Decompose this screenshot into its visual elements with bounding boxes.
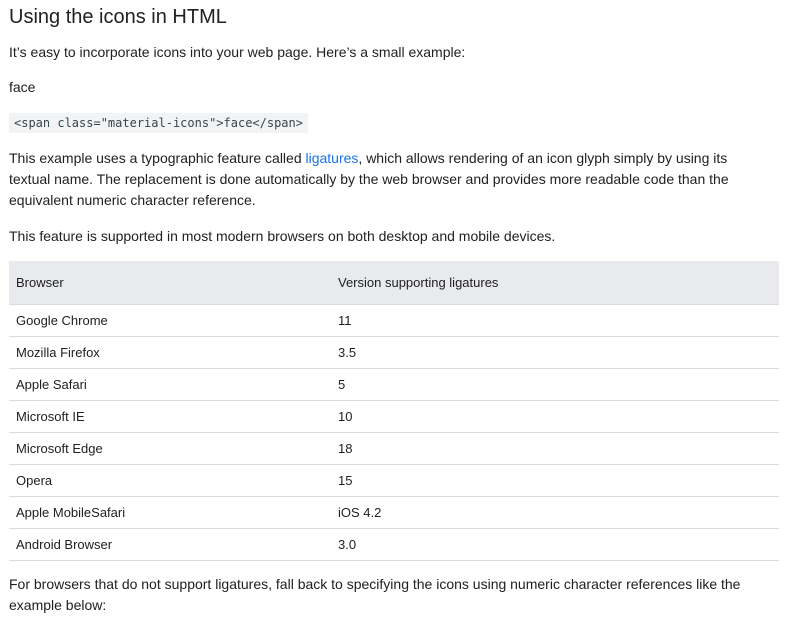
table-row xyxy=(9,401,779,433)
example-output-text: face xyxy=(9,79,36,95)
table-row xyxy=(9,529,779,561)
version-cell: 15 xyxy=(331,465,779,497)
version-cell: 5 xyxy=(331,369,779,401)
table-header-row xyxy=(9,261,779,305)
table-header-version: Version supporting ligatures xyxy=(331,261,779,305)
browser-cell: Apple MobileSafari xyxy=(9,497,331,529)
version-cell: 3.5 xyxy=(331,337,779,369)
ligatures-text-after: , which allows rendering of an icon glyph simply by using its textual name. The replacement is done automatically by the web browser and provides more readable code than the equivalent numeric character reference. xyxy=(9,150,729,208)
browser-support-table xyxy=(9,261,779,561)
table-row xyxy=(9,305,779,337)
table-row xyxy=(9,337,779,369)
fallback-paragraph: For browsers that do not support ligatures, fall back to specifying the icons using numeric character references like the example below: xyxy=(9,576,741,613)
version-cell: 11 xyxy=(331,305,779,337)
page-title: Using the icons in HTML xyxy=(9,6,227,28)
version-cell: 10 xyxy=(331,401,779,433)
ligatures-text-before: This example uses a typographic feature called xyxy=(9,150,306,166)
browser-cell: Apple Safari xyxy=(9,369,331,401)
table-row xyxy=(9,369,779,401)
ligatures-paragraph xyxy=(9,148,759,211)
browser-cell: Opera xyxy=(9,465,331,497)
browser-cell: Microsoft Edge xyxy=(9,433,331,465)
browser-cell: Mozilla Firefox xyxy=(9,337,331,369)
browser-cell: Google Chrome xyxy=(9,305,331,337)
version-cell: 3.0 xyxy=(331,529,779,561)
version-cell: 18 xyxy=(331,433,779,465)
table-header-browser: Browser xyxy=(9,261,331,305)
browser-cell: Android Browser xyxy=(9,529,331,561)
table-row xyxy=(9,497,779,529)
table-row xyxy=(9,465,779,497)
support-paragraph: This feature is supported in most modern browsers on both desktop and mobile devices. xyxy=(9,228,556,244)
intro-paragraph: It’s easy to incorporate icons into your web page. Here’s a small example: xyxy=(9,44,466,60)
ligatures-link[interactable]: ligatures xyxy=(305,150,359,166)
table-row xyxy=(9,433,779,465)
code-snippet: <span class="material-icons">face</span> xyxy=(9,113,308,133)
version-cell: iOS 4.2 xyxy=(331,497,779,529)
browser-cell: Microsoft IE xyxy=(9,401,331,433)
